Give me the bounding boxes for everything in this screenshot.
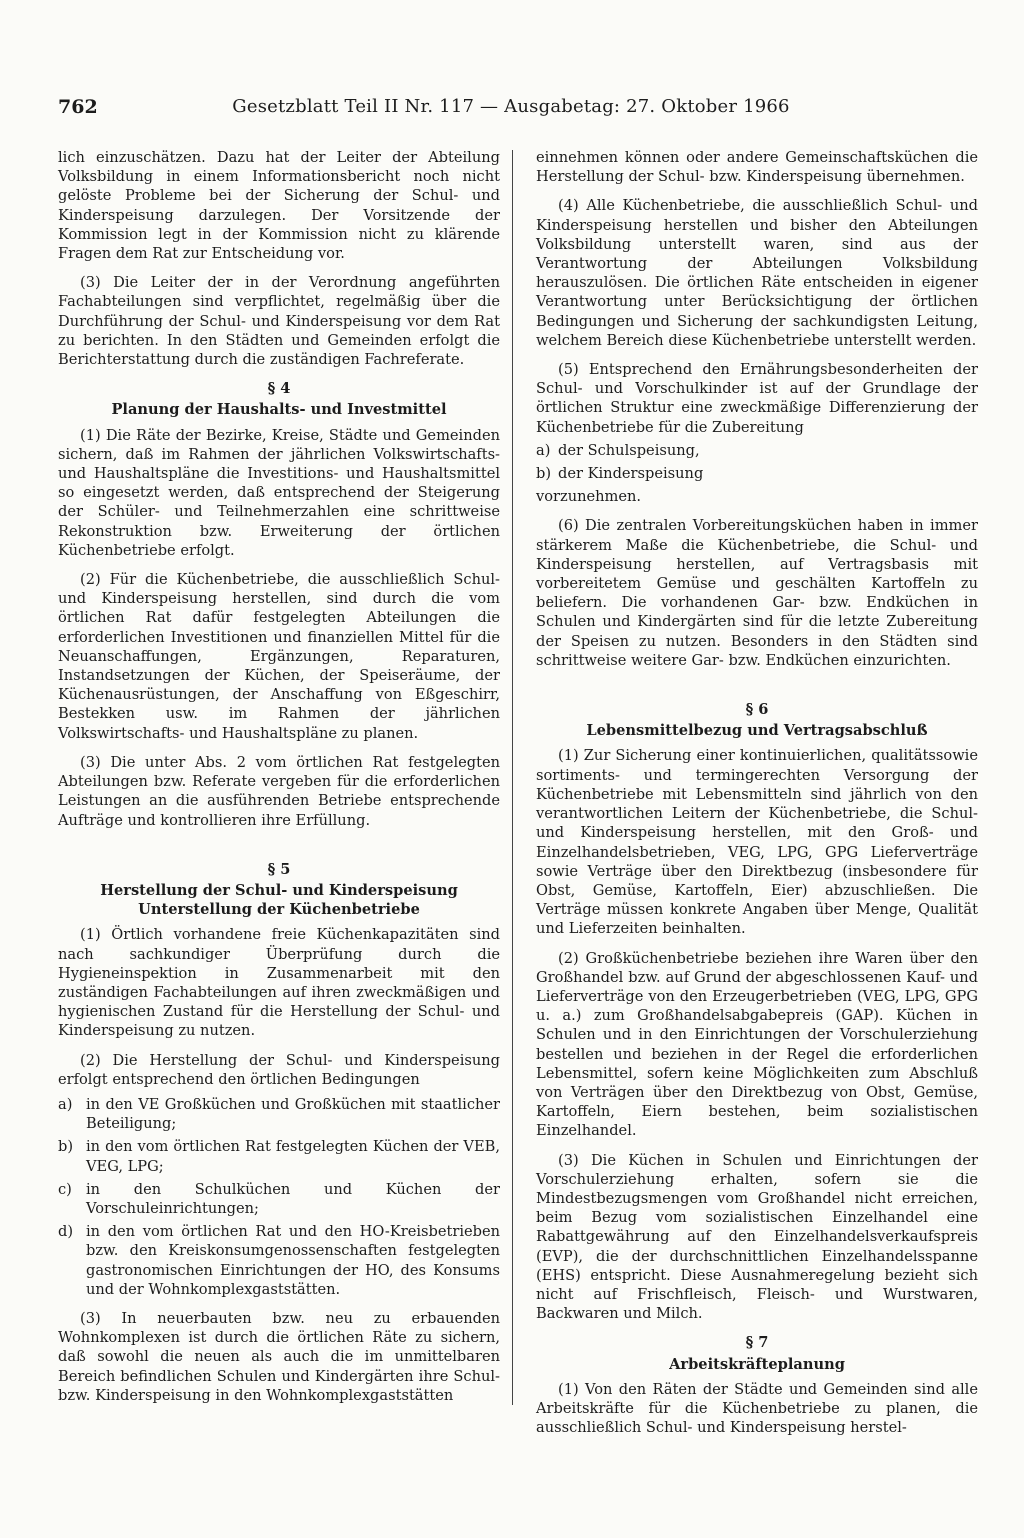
- paragraph: (3) Die unter Abs. 2 vom örtlichen Rat festgelegten Abteilungen bzw. Referate vergeben für die erforderlichen Leistungen an die ausführenden Betriebe entsprechende Aufträge und kontrollieren ihre Erfüllung.: [58, 753, 500, 829]
- left-column: [58, 148, 500, 1415]
- list-item: a) der Schulspeisung,: [536, 441, 700, 459]
- section-title: Arbeitskräfteplanung: [669, 1355, 845, 1373]
- section-subtitle: Unterstellung der Küchenbetriebe: [138, 901, 420, 919]
- list-item: c) in den Schulküchen und Küchen der Vorschuleinrichtungen;: [58, 1180, 500, 1217]
- paragraph: (3) Die Leiter der in der Verordnung angeführten Fachabteilungen sind verpflichtet, regelmäßig über die Durchführung der Schul- und Kinderspeisung vor dem Rat zu berichten. In den Städten und Gemeinden erfolgt die Berichterstattung durch die zuständigen Fachreferate.: [58, 274, 500, 369]
- header-title: Gesetzblatt Teil II Nr. 117 — Ausgabetag: 27. Oktober 1966: [232, 96, 790, 117]
- paragraph: (3) Die Küchen in Schulen und Einrichtungen der Vorschulerziehung erhalten, sofern sie die Mindestbezugsmengen vom Großhandel nicht erreichen, beim Bezug vom sozialistischen Einzelhandel eine Rabattgewährung auf den Einzelhandelsverkaufspreis (EVP), die der durchschnittlichen Einzelhandelsspanne (EHS) entspricht. Diese Ausnahmeregelung bezieht sich nicht auf Frischfleisch, Fleisch- und Wurstwaren, Backwaren und Milch.: [536, 1151, 978, 1323]
- section-number: § 6: [745, 701, 769, 719]
- enumeration-list: [536, 441, 978, 483]
- section-title: Lebensmittelbezug und Vertragsabschluß: [586, 722, 928, 740]
- paragraph: (1) Die Räte der Bezirke, Kreise, Städte und Gemeinden sichern, daß im Rahmen der jährlichen Volkswirtschafts- und Haushaltspläne die Investitions- und Haushaltsmittel so eingesetzt werden, daß entsprechend der Steigerung der Schüler- und Teilnehmerzahlen eine schrittweise Rekonstruktion bzw. Erweiterung der örtlichen Küchenbetriebe erfolgt.: [58, 426, 500, 559]
- list-item: a) in den VE Großküchen und Großküchen mit staatlicher Beteiligung;: [58, 1095, 500, 1133]
- paragraph: lich einzuschätzen. Dazu hat der Leiter der Abteilung Volksbildung in einem Informationsbericht noch nicht gelöste Probleme bei der Sicherung der Schul- und Kinderspeisung darzulegen. Der Vorsitzende der Kommission legt in der Kommission nicht zu klärende Fragen dem Rat zur Entscheidung vor.: [58, 149, 500, 263]
- list-item: b) der Kinderspeisung: [536, 465, 704, 483]
- paragraph: (1) Örtlich vorhandene freie Küchenkapazitäten sind nach sachkundiger Überprüfung durch die Hygieneinspektion in Zusammenarbeit mit den zuständigen Fachabteilungen auf ihren zweckmäßigen und hygienischen Zustand für die Herstellung der Schul- und Kinderspeisung zu nutzen.: [58, 926, 500, 1040]
- section-number: § 4: [267, 380, 291, 398]
- section-number: § 5: [267, 860, 291, 878]
- paragraph: (1) Von den Räten der Städte und Gemeinden sind alle Arbeitskräfte für die Küchenbetriebe zu planen, die ausschließlich Schul- und Kinderspeisung herstel-: [536, 1380, 978, 1437]
- list-item: d) in den vom örtlichen Rat und den HO-Kreisbetrieben bzw. den Kreiskonsumgenossenschaften festgelegten gastronomischen Einrichtungen der HO, des Konsums und der Wohnkomplexgaststätten.: [58, 1223, 500, 1298]
- paragraph: (2) Großküchenbetriebe beziehen ihre Waren über den Großhandel bzw. auf Grund der abgeschlossenen Kauf- und Lieferverträge von den Erzeugerbetrieben (VEG, LPG, GPG u. a.) zum Großhandelsabgabepreis (GAP). Küchen in Schulen und in den Einrichtungen der Vorschulerziehung bestellen und beziehen in der Regel die erforderlichen Lebensmittel, sofern keine Möglichkeiten zum Abschluß von Verträgen über den Direktbezug von Obst, Gemüse, Kartoffeln, Eiern bestehen, beim sozialistischen Einzelhandel.: [536, 949, 978, 1140]
- list-item: b) in den vom örtlichen Rat festgelegten Küchen der VEB, VEG, LPG;: [58, 1138, 500, 1175]
- paragraph: einnehmen können oder andere Gemeinschaftsküchen die Herstellung der Schul- bzw. Kinderspeisung übernehmen.: [536, 149, 978, 186]
- paragraph: (1) Zur Sicherung einer kontinuierlichen, qualitätssowie sortiments- und termingerechten Versorgung der Küchenbetriebe mit Lebensmitteln sind jährlich von den verantwortlichen Leitern der Küchenbetriebe, die Schul- und Kinderspeisung herstellen, mit den Groß- und Einzelhandelsbetrieben, VEG, LPG, GPG Lieferverträge sowie Verträge über den Direktbezug (insbesondere für Obst, Gemüse, Kartoffeln, Eier) abzuschließen. Die Verträge müssen konkrete Angaben über Menge, Qualität und Lieferzeiten beinhalten.: [536, 747, 978, 938]
- page-header: [58, 96, 964, 126]
- section-number: § 7: [745, 1334, 769, 1352]
- paragraph: (5) Entsprechend den Ernährungsbesonderheiten der Schul- und Vorschulkinder ist auf der Grundlage der örtlichen Struktur eine zweckmäßige Differenzierung der Küchenbetriebe für die Zubereitung: [536, 361, 978, 436]
- paragraph: (4) Alle Küchenbetriebe, die ausschließlich Schul- und Kinderspeisung herstellen und bisher den Abteilungen Volksbildung unterstellt waren, sind aus der Verantwortung der Abteilungen Volksbildung herauszulösen. Die örtlichen Räte entscheiden in eigener Verantwortung unter Berücksichtigung der örtlichen Bedingungen und Sicherung der sachkundigsten Leitung, welchem Bereich diese Küchenbetriebe unterstellt werden.: [536, 197, 978, 349]
- page-number: 762: [58, 96, 98, 118]
- section-title: Herstellung der Schul- und Kinderspeisung: [100, 881, 458, 899]
- column-divider: [512, 150, 513, 1405]
- paragraph: (2) Für die Küchenbetriebe, die ausschließlich Schul- und Kinderspeisung herstellen, sind durch die vom örtlichen Rat dafür festgelegten Abteilungen die erforderlichen Investitionen und finanziellen Mittel für die Neuanschaffungen, Ergänzungen, Reparaturen, Instandsetzungen der Küchen, der Speiseräume, der Küchenausrüstungen, der Anschaffung von Eßgeschirr, Bestekken usw. im Rahmen der jährlichen Volkswirtschafts- und Haushaltspläne zu planen.: [58, 571, 500, 742]
- section-title: Planung der Haushalts- und Investmittel: [111, 401, 447, 419]
- paragraph: (3) In neuerbauten bzw. neu zu erbauenden Wohnkomplexen ist durch die örtlichen Räte zu sichern, daß sowohl die neuen als auch die im unmittelbaren Bereich befindlichen Schulen und Kindergärten ihre Schul- bzw. Kinderspeisung in den Wohnkomplexgaststätten: [58, 1309, 500, 1404]
- enumeration-list: [58, 1095, 500, 1299]
- right-column: [536, 148, 978, 1447]
- paragraph: (2) Die Herstellung der Schul- und Kinderspeisung erfolgt entsprechend den örtlichen Bedingungen: [58, 1051, 500, 1088]
- paragraph: vorzunehmen.: [536, 488, 642, 506]
- paragraph: (6) Die zentralen Vorbereitungsküchen haben in immer stärkerem Maße die Küchenbetriebe, die Schul- und Kinderspeisung herstellen, auf Vertragsbasis mit vorbereitetem Gemüse und geschälten Kartoffeln zu beliefern. Die vorhandenen Gar- bzw. Endküchen in Schulen und Kindergärten sind für die letzte Zubereitung der Speisen zu nutzen. Besonders in den Städten sind schrittweise weitere Gar- bzw. Endküchen einzurichten.: [536, 517, 978, 669]
